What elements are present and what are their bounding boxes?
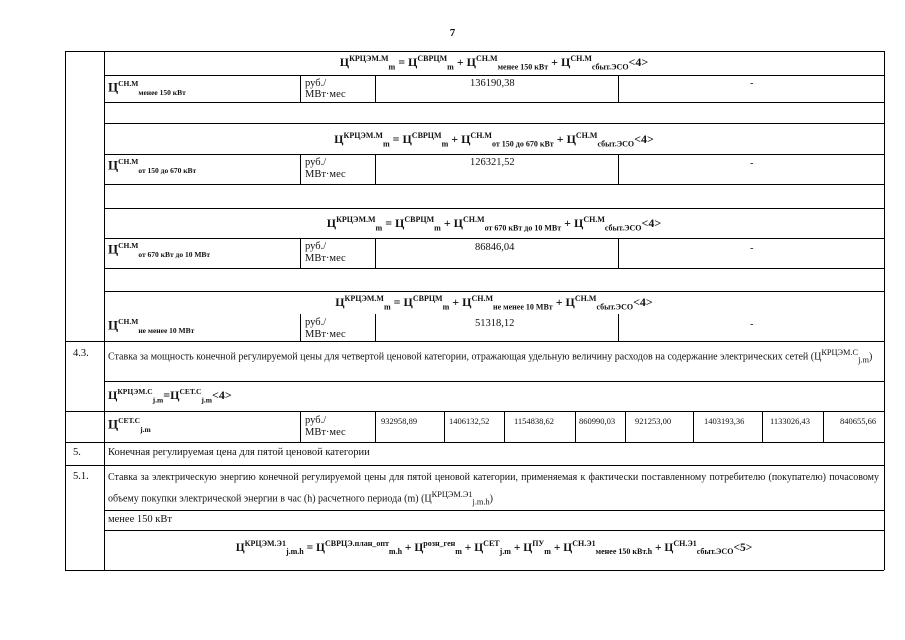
unit-b4-line1: руб./: [305, 317, 327, 328]
formula-4-3: $Ц^{КРЦЭМ.С}_{j.m}=Ц^{СЕТ.С}_{j.m}<4>$: [108, 387, 232, 405]
value-4-3-1: 932958,89: [381, 416, 418, 426]
unit-b2-line1: руб./: [305, 157, 327, 168]
value-4-3-4: 860990,03: [579, 416, 616, 426]
table-border-right: [884, 51, 885, 570]
value-4-3-5: 921253,00: [635, 416, 672, 426]
unit-b3-line2: МВт·мес: [305, 253, 346, 264]
table-border-bottom: [65, 570, 884, 571]
symbol-b1: $Ц^{СН.М}_{менее 150 кВт}$: [108, 79, 186, 97]
table-border-top: [65, 51, 884, 52]
table-border-left: [65, 51, 66, 570]
value-4-3-7: 1133026,43: [770, 416, 811, 426]
unit-4-3-line1: руб./: [305, 415, 327, 426]
value-4-3-8: 840655,66: [840, 416, 877, 426]
formula-b2: $Ц^{КРЦЭМ.М}_m = Ц^{СВРЦМ}_m + Ц^{СН.М}_{от 150 до 670 кВт} + Ц^{СН.М}_{сбыт.ЭСО}<4>$: [334, 131, 654, 149]
section-4-3-text: Ставка за мощность конечной регулируемой цены для четвертой ценовой категории, отражающая удельную величину расходов на содержание электрических сетей $(Ц^{КРЦЭМ.С}_{j.m})$: [108, 348, 873, 365]
symbol-b3: $Ц^{СН.М}_{от 670 кВт до 10 МВт}$: [108, 241, 211, 259]
value-b3: 86846,04: [475, 242, 515, 253]
value-4-3-2: 1406132,52: [449, 416, 490, 426]
unit-b3-line1: руб./: [305, 241, 327, 252]
unit-b1-line1: руб./: [305, 78, 327, 89]
formula-5-1: $Ц^{КРЦЭМ.Э1}_{j.m.h} = Ц^{СВРЦЭ.план\_опт}_{m.h} + Ц^{розн\_ген}_m + Ц^{СЕТ}_{j.m} + Ц^{ПУ}_m + Ц^{СН.Э1}_{менее 150 кВт.h} + Ц^{СН.Э1}_{сбыт.ЭСО}<5>$: [235, 539, 753, 557]
dash-b4: -: [750, 319, 754, 330]
formula-b1: $Ц^{КРЦЭМ.М}_m = Ц^{СВРЦМ}_m + Ц^{СН.М}_{менее 150 кВт} + Ц^{СН.М}_{сбыт.ЭСО}<4>$: [339, 54, 649, 72]
symbol-b2: $Ц^{СН.М}_{от 150 до 670 кВт}$: [108, 157, 197, 175]
value-4-3-6: 1403193,36: [704, 416, 745, 426]
dash-b3: -: [750, 243, 754, 254]
dash-b2: -: [750, 158, 754, 169]
section-5-text: Конечная регулируемая цена для пятой ценовой категории: [108, 447, 370, 458]
value-b1: 136190,38: [470, 78, 515, 89]
section-5-1-text: Ставка за электрическую энергию конечной регулируемой цены для пятой ценовой категории, применяемая к фактически поставленному потребителю (покупателю) почасовому объему покупки электрической энергии в час (h) расчетного периода (m) $(Ц^{КРЦЭМ.Э1}_{j.m.h})$: [108, 472, 879, 507]
formula-b3: $Ц^{КРЦЭМ.М}_m = Ц^{СВРЦМ}_m + Ц^{СН.М}_{от 670 кВт до 10 МВт} + Ц^{СН.М}_{сбыт.ЭСО}<4>$: [326, 215, 662, 233]
value-4-3-3: 1154838,62: [514, 416, 555, 426]
formula-b4: $Ц^{КРЦЭМ.М}_m = Ц^{СВРЦМ}_m + Ц^{СН.М}_{не менее 10 МВт} + Ц^{СН.М}_{сбыт.ЭСО}<4>$: [335, 294, 653, 312]
unit-b1-line2: МВт·мес: [305, 89, 346, 100]
unit-b2-line2: МВт·мес: [305, 169, 346, 180]
tariff-table: [65, 51, 884, 570]
page-number: 7: [449, 27, 456, 39]
symbol-b4: $Ц^{СН.М}_{не менее 10 МВт}$: [108, 317, 195, 335]
dash-b1: -: [750, 78, 754, 89]
symbol-4-3: $Ц^{СЕТ.С}_{j.m}$: [108, 416, 151, 434]
unit-b4-line2: МВт·мес: [305, 329, 346, 340]
section-number-5: 5.: [73, 447, 81, 458]
unit-4-3-line2: МВт·мес: [305, 427, 346, 438]
section-number-5-1: 5.1.: [73, 471, 89, 482]
value-b4: 51318,12: [475, 318, 515, 329]
section-number-4-3: 4.3.: [73, 348, 89, 359]
value-b2: 126321,52: [470, 157, 515, 168]
label-less-150: менее 150 кВт: [108, 514, 172, 525]
